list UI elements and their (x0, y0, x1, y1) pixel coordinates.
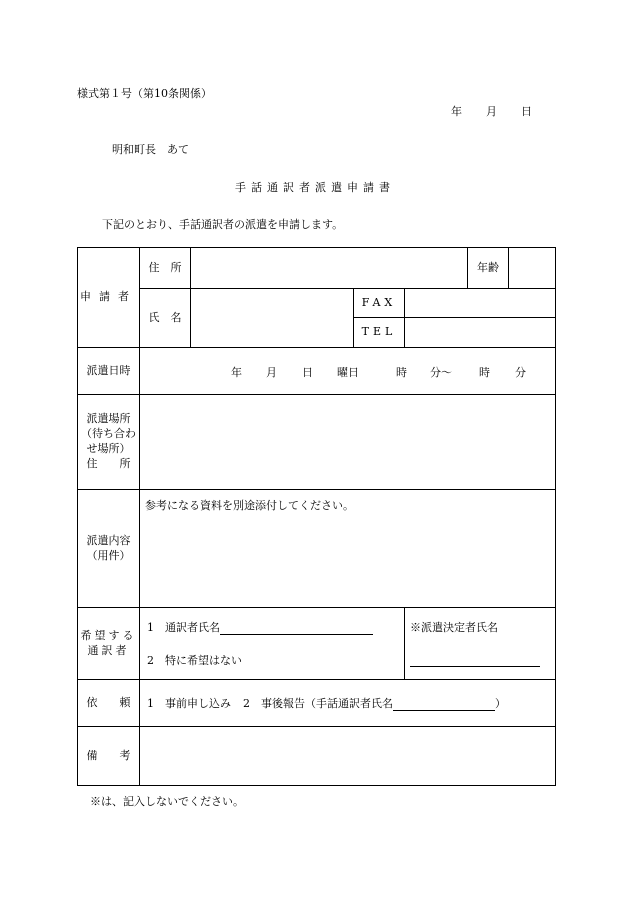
address-label: 住 所 (148, 260, 182, 274)
desired-interpreter-label (78, 608, 139, 679)
interpreter-name-option[interactable] (147, 619, 373, 635)
dispatch-content-field[interactable] (140, 515, 555, 607)
dispatch-content-label-line1: 派遣内容 (86, 533, 131, 547)
dispatch-place-field[interactable] (140, 395, 555, 489)
dispatch-minute-to: 分 (515, 366, 526, 379)
close-paren: ） (495, 697, 506, 710)
dispatch-place-label-line1: 派遣場所 (86, 412, 131, 426)
request-options (147, 695, 506, 711)
fax-field[interactable] (405, 289, 555, 317)
decided-interpreter-label: ※派遣決定者氏名 (410, 621, 498, 634)
date-day-unit: 日 (521, 105, 532, 118)
table-border-right (555, 247, 556, 786)
request-label: 依 頼 (86, 695, 131, 709)
dispatch-month-unit: 月 (266, 366, 277, 379)
no-preference-option[interactable]: 2 特に希望はない (147, 654, 242, 667)
dispatch-datetime-label: 派遣日時 (86, 363, 131, 377)
dispatch-place-label-line4: 住 所 (86, 456, 131, 470)
desired-interpreter-label-line2: 通訳者 (87, 643, 130, 657)
advance-request-option[interactable]: 1 事前申し込み (147, 697, 231, 710)
remarks-field[interactable] (140, 727, 555, 785)
date-line (451, 103, 532, 119)
intro-text: 下記のとおり、手話通訳者の派遣を申請します。 (102, 218, 344, 231)
post-report-interpreter-underline[interactable] (393, 698, 495, 711)
dispatch-place-label (78, 395, 139, 489)
dispatch-content-label-line2: （用件） (86, 548, 131, 562)
date-year-unit: 年 (451, 105, 462, 118)
table-rule (77, 347, 556, 348)
date-month-unit: 月 (486, 105, 497, 118)
page-title: 手話通訳者派遣申請書 (235, 181, 395, 194)
age-label: 年齢 (477, 260, 499, 274)
dispatch-content-label (78, 490, 139, 607)
table-rule (404, 607, 405, 679)
dispatch-content-note: 参考になる資料を別途添付してください。 (145, 499, 354, 512)
decided-interpreter-underline (410, 666, 540, 667)
dispatch-hour-to: 時 (479, 366, 490, 379)
remarks-label: 備 考 (86, 748, 131, 762)
fax-label: FAX (361, 295, 397, 309)
addressee: 明和町長 あて (112, 143, 189, 156)
dispatch-place-label-line2: （待ち合わ (81, 427, 136, 441)
dispatch-day-unit: 日 (302, 366, 313, 379)
dispatch-place-label-line3: せ場所） (86, 442, 131, 455)
table-border-bottom (77, 785, 556, 786)
address-field[interactable] (191, 248, 467, 288)
tel-label: TEL (361, 325, 397, 339)
name-field[interactable] (191, 289, 353, 347)
dispatch-minute-from: 分〜 (430, 366, 452, 379)
interpreter-name-option-label: 1 通訳者氏名 (147, 621, 220, 634)
table-rule (77, 489, 556, 490)
dispatch-year-unit: 年 (231, 366, 242, 379)
interpreter-name-underline[interactable] (220, 622, 373, 635)
dispatch-weekday-unit: 曜日 (337, 366, 359, 379)
footnote: ※は、記入しないでください。 (90, 795, 244, 808)
name-label: 氏 名 (148, 310, 182, 324)
post-report-option[interactable]: 2 事後報告（手話通訳者氏名 (243, 697, 393, 710)
tel-field[interactable] (405, 318, 555, 347)
applicant-section-label: 申請者 (80, 290, 137, 304)
dispatch-hour-from: 時 (396, 366, 407, 379)
age-field[interactable] (509, 248, 555, 288)
form-number: 様式第１号（第10条関係） (77, 87, 212, 100)
table-rule (77, 679, 556, 680)
table-rule (77, 607, 556, 608)
desired-interpreter-label-line1: 希望する (80, 628, 137, 642)
